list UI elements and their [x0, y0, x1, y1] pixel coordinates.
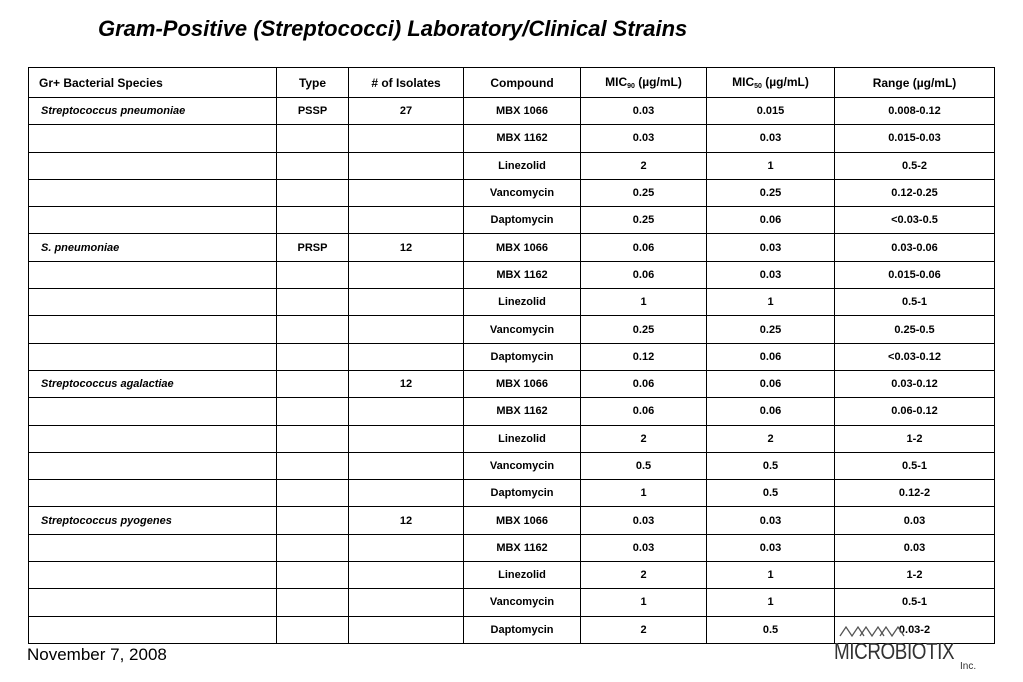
microbiotix-logo [834, 622, 984, 678]
type-cell [277, 398, 349, 425]
mic90-cell: 0.25 [581, 207, 707, 234]
compound-cell: MBX 1162 [464, 534, 581, 561]
compound-cell: Linezolid [464, 152, 581, 179]
type-cell [277, 616, 349, 643]
range-cell: 0.015-0.06 [835, 261, 995, 288]
compound-cell: Daptomycin [464, 207, 581, 234]
species-cell [29, 398, 277, 425]
type-cell [277, 152, 349, 179]
range-cell: 0.06-0.12 [835, 398, 995, 425]
isolates-cell: 12 [349, 370, 464, 397]
table-row [29, 316, 995, 343]
species-cell [29, 207, 277, 234]
compound-cell: MBX 1162 [464, 398, 581, 425]
type-cell [277, 480, 349, 507]
logo-wave-icon [838, 624, 918, 638]
mic50-cell: 2 [707, 425, 835, 452]
compound-cell: Vancomycin [464, 452, 581, 479]
type-cell [277, 534, 349, 561]
table-row [29, 562, 995, 589]
compound-cell: Vancomycin [464, 316, 581, 343]
species-cell: S. pneumoniae [29, 234, 277, 261]
header-type: Type [277, 68, 349, 98]
mic90-cell: 2 [581, 425, 707, 452]
compound-cell: Linezolid [464, 562, 581, 589]
compound-cell: MBX 1066 [464, 234, 581, 261]
species-cell [29, 179, 277, 206]
type-cell [277, 589, 349, 616]
mic90-cell: 2 [581, 616, 707, 643]
compound-cell: Linezolid [464, 289, 581, 316]
mic-data-table [28, 67, 995, 644]
mic50-cell: 1 [707, 589, 835, 616]
type-cell [277, 507, 349, 534]
range-cell: 0.03-0.06 [835, 234, 995, 261]
isolates-cell [349, 152, 464, 179]
mic50-cell: 0.015 [707, 98, 835, 125]
mic90-cell: 0.03 [581, 534, 707, 561]
compound-cell: MBX 1066 [464, 98, 581, 125]
range-cell: 0.03-2 [835, 616, 995, 643]
compound-cell: Vancomycin [464, 589, 581, 616]
table-row [29, 343, 995, 370]
isolates-cell [349, 316, 464, 343]
mic90-cell: 0.5 [581, 452, 707, 479]
range-cell: <0.03-0.12 [835, 343, 995, 370]
table-row [29, 534, 995, 561]
range-cell: 0.5-1 [835, 289, 995, 316]
range-cell: 0.03 [835, 534, 995, 561]
mic50-cell: 0.5 [707, 480, 835, 507]
header-isolates: # of Isolates [349, 68, 464, 98]
isolates-cell [349, 207, 464, 234]
compound-cell: MBX 1066 [464, 370, 581, 397]
range-cell: 0.12-0.25 [835, 179, 995, 206]
mic90-cell: 0.06 [581, 398, 707, 425]
range-cell: 0.5-2 [835, 152, 995, 179]
mic50-cell: 0.25 [707, 179, 835, 206]
header-range: Range (µg/mL) [835, 68, 995, 98]
mic90-cell: 2 [581, 152, 707, 179]
mic50-cell: 0.06 [707, 343, 835, 370]
mic50-cell: 0.25 [707, 316, 835, 343]
mic90-cell: 2 [581, 562, 707, 589]
page-title: Gram-Positive (Streptococci) Laboratory/Clinical Strains [98, 16, 688, 41]
range-cell: 0.03 [835, 507, 995, 534]
table-row [29, 261, 995, 288]
table-row [29, 179, 995, 206]
table-header-row [29, 68, 995, 98]
mic90-cell: 1 [581, 589, 707, 616]
mic50-cell: 0.06 [707, 398, 835, 425]
compound-cell: MBX 1162 [464, 261, 581, 288]
species-cell [29, 452, 277, 479]
isolates-cell [349, 562, 464, 589]
isolates-cell [349, 480, 464, 507]
isolates-cell [349, 589, 464, 616]
isolates-cell [349, 179, 464, 206]
mic50-cell: 0.03 [707, 261, 835, 288]
range-cell: <0.03-0.5 [835, 207, 995, 234]
mic50-cell: 0.03 [707, 507, 835, 534]
table-row [29, 425, 995, 452]
mic50-cell: 1 [707, 152, 835, 179]
species-cell [29, 425, 277, 452]
species-cell [29, 480, 277, 507]
compound-cell: Daptomycin [464, 480, 581, 507]
mic50-cell: 0.06 [707, 207, 835, 234]
type-cell [277, 370, 349, 397]
isolates-cell: 12 [349, 507, 464, 534]
table-row [29, 289, 995, 316]
table-row [29, 98, 995, 125]
range-cell: 0.03-0.12 [835, 370, 995, 397]
range-cell: 1-2 [835, 562, 995, 589]
table-row [29, 507, 995, 534]
table-row [29, 589, 995, 616]
type-cell [277, 289, 349, 316]
header-mic90: $MIC_{90}$ (µg/mL) [581, 68, 707, 98]
isolates-cell [349, 452, 464, 479]
species-cell [29, 589, 277, 616]
type-cell [277, 425, 349, 452]
isolates-cell [349, 343, 464, 370]
table-row [29, 152, 995, 179]
type-cell: PSSP [277, 98, 349, 125]
table-row [29, 125, 995, 152]
range-cell: 1-2 [835, 425, 995, 452]
mic50-cell: 0.03 [707, 125, 835, 152]
isolates-cell: 12 [349, 234, 464, 261]
range-cell: 0.015-0.03 [835, 125, 995, 152]
species-cell: Streptococcus agalactiae [29, 370, 277, 397]
compound-cell: Daptomycin [464, 616, 581, 643]
mic50-cell: 1 [707, 562, 835, 589]
header-compound: Compound [464, 68, 581, 98]
isolates-cell [349, 534, 464, 561]
range-cell: 0.008-0.12 [835, 98, 995, 125]
mic50-cell: 0.5 [707, 452, 835, 479]
species-cell [29, 343, 277, 370]
mic90-cell: 0.03 [581, 98, 707, 125]
mic90-cell: 0.12 [581, 343, 707, 370]
isolates-cell [349, 289, 464, 316]
type-cell [277, 562, 349, 589]
isolates-cell [349, 398, 464, 425]
footer-date: November 7, 2008 [27, 645, 167, 664]
header-mic50: $MIC_{50}$ (µg/mL) [707, 68, 835, 98]
mic90-cell: 0.06 [581, 234, 707, 261]
type-cell [277, 207, 349, 234]
mic90-cell: 0.03 [581, 507, 707, 534]
mic90-cell: 0.25 [581, 316, 707, 343]
table-row [29, 370, 995, 397]
mic90-cell: 1 [581, 480, 707, 507]
compound-cell: MBX 1162 [464, 125, 581, 152]
type-cell: PRSP [277, 234, 349, 261]
species-cell [29, 316, 277, 343]
logo-text: MICROBIOTIX [834, 638, 955, 664]
table-row [29, 234, 995, 261]
mic50-cell: 0.06 [707, 370, 835, 397]
species-cell [29, 152, 277, 179]
mic50-cell: 1 [707, 289, 835, 316]
table-body [29, 98, 995, 644]
species-cell [29, 616, 277, 643]
mic50-cell: 0.03 [707, 234, 835, 261]
species-cell [29, 125, 277, 152]
compound-cell: MBX 1066 [464, 507, 581, 534]
species-cell: Streptococcus pneumoniae [29, 98, 277, 125]
isolates-cell [349, 125, 464, 152]
species-cell: Streptococcus pyogenes [29, 507, 277, 534]
isolates-cell [349, 261, 464, 288]
type-cell [277, 343, 349, 370]
mic50-cell: 0.03 [707, 534, 835, 561]
type-cell [277, 125, 349, 152]
isolates-cell: 27 [349, 98, 464, 125]
table-row [29, 452, 995, 479]
species-cell [29, 534, 277, 561]
table-row [29, 398, 995, 425]
mic90-cell: 0.25 [581, 179, 707, 206]
mic90-cell: 1 [581, 289, 707, 316]
type-cell [277, 261, 349, 288]
compound-cell: Linezolid [464, 425, 581, 452]
header-species: Gr+ Bacterial Species [29, 68, 277, 98]
range-cell: 0.5-1 [835, 452, 995, 479]
isolates-cell [349, 425, 464, 452]
mic90-cell: 0.03 [581, 125, 707, 152]
type-cell [277, 452, 349, 479]
logo-inc: Inc. [960, 661, 977, 672]
range-cell: 0.12-2 [835, 480, 995, 507]
species-cell [29, 289, 277, 316]
type-cell [277, 316, 349, 343]
compound-cell: Vancomycin [464, 179, 581, 206]
type-cell [277, 179, 349, 206]
table-row [29, 207, 995, 234]
mic50-cell: 0.5 [707, 616, 835, 643]
isolates-cell [349, 616, 464, 643]
mic90-cell: 0.06 [581, 261, 707, 288]
mic90-cell: 0.06 [581, 370, 707, 397]
species-cell [29, 562, 277, 589]
range-cell: 0.25-0.5 [835, 316, 995, 343]
table-row [29, 480, 995, 507]
species-cell [29, 261, 277, 288]
compound-cell: Daptomycin [464, 343, 581, 370]
range-cell: 0.5-1 [835, 589, 995, 616]
